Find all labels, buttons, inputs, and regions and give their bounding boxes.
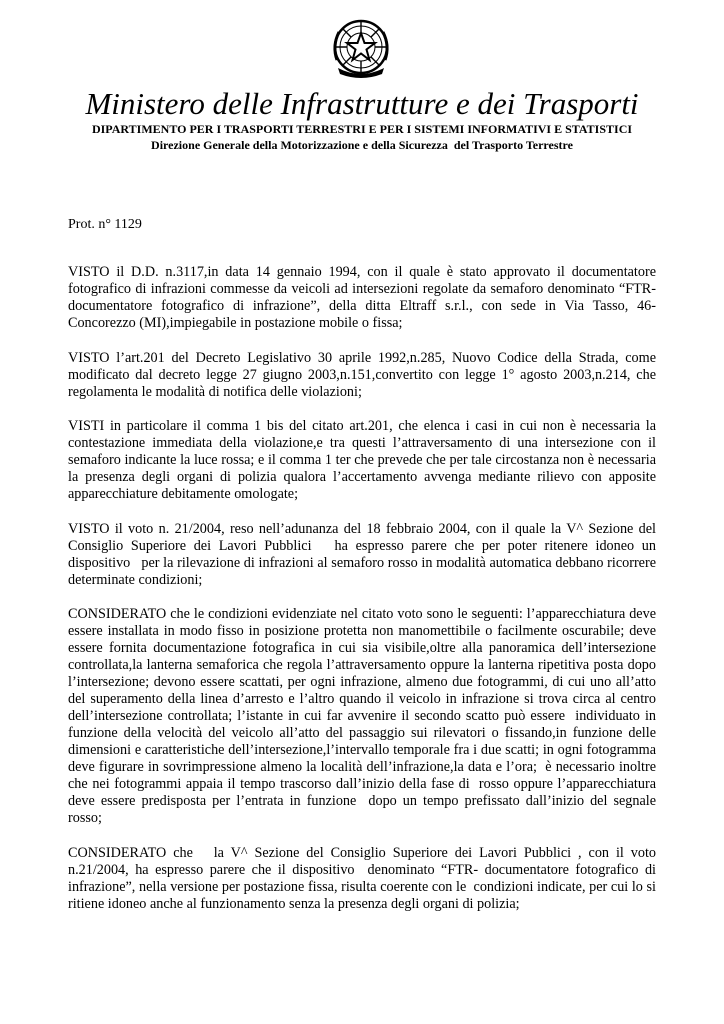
- ministry-title: Ministero delle Infrastrutture e dei Trasporti: [85, 86, 639, 121]
- direction-heading: Direzione Generale della Motorizzazione e della Sicurezza del Trasporto Terrestre: [151, 138, 573, 152]
- paragraph-visto-voto: VISTO il voto n. 21/2004, reso nell’adunanza del 18 febbraio 2004, con il quale la V^ Sezione del Consiglio Superiore dei Lavori Pubblici ha espresso parere che per poter ritenere idoneo un dispositivo per la rilevazione di infrazioni al semaforo rosso in modalità automatica debbano ricorrere determinate condizioni;: [68, 520, 660, 588]
- protocol-number: Prot. n° 1129: [68, 217, 142, 232]
- document-body: [68, 264, 660, 930]
- paragraph-considerato-condizioni: CONSIDERATO che le condizioni evidenziate nel citato voto sono le seguenti: l’apparecchiatura deve essere installata in modo fisso in posizione protetta non manomettibile o facilmente oscurabile; deve essere fornita documentazione fotografica in cui sia visibile,oltre alla panoramica dell’intersezione controllata,la lanterna semaforica che regola l’attraversamento oppure la lanterna ripetitiva posta dopo l’intersezione; devono essere scattati, per ogni infrazione, almeno due fotogrammi, di cui uno all’atto del superamento della linea d’arresto e l’altro quando il veicolo in infrazione si trova circa al centro dell’intersezione controllata; l’istante in cui far avvenire il secondo scatto può essere individuato in funzione della velocità del veicolo all’atto del passaggio sui rilevatori o fissando,in funzione delle dimensioni e caratteristiche dell’intersezione,l’intervallo temporale fra i due scatti; in ogni fotogramma deve figurare in sovrimpressione almeno la località dell’infrazione,la data e l’ora; è necessario inoltre che nei fotogrammi appaia il tempo trascorso dall’inizio della fase di rosso oppure l’apparecchiatura deve essere predisposta per l’entrata in funzione dopo un tempo prefissato dall’inizio del segnale rosso;: [68, 606, 660, 826]
- paragraph-considerato-parere: CONSIDERATO che la V^ Sezione del Consiglio Superiore dei Lavori Pubblici , con il voto n.21/2004, ha espresso parere che il dispositivo denominato “FTR- documentatore fotografico di infrazione”, nella versione per postazione fissa, risulta coerente con le condizioni indicate, per cui lo si ritiene idoneo anche al funzionamento senza la presenza degli organi di polizia;: [68, 844, 660, 912]
- paragraph-visti-comma: VISTI in particolare il comma 1 bis del citato art.201, che elenca i casi in cui non è necessaria la contestazione immediata della violazione,e tra questi l’attraversamento di una intersezione con il semaforo indicante la luce rossa; e il comma 1 ter che prevede che per tale circostanza non è necessaria la presenza degli organi di polizia qualora l’accertamento avvenga mediante rilievo con apposite apparecchiature debitamente omologate;: [68, 418, 660, 502]
- paragraph-visto-art201: VISTO l’art.201 del Decreto Legislativo 30 aprile 1992,n.285, Nuovo Codice della Strada, come modificato dal decreto legge 27 giugno 2003,n.151,convertito con legge 1° agosto 2003,n.214, che regolamenta le modalità di notifica delle violazioni;: [68, 349, 660, 400]
- italian-republic-emblem-icon: [328, 16, 394, 82]
- paragraph-visto-dd: VISTO il D.D. n.3117,in data 14 gennaio 1994, con il quale è stato approvato il documentatore fotografico di infrazioni commesse da veicoli ad intersezioni regolate da semaforo denominato “FTR- documentatore fotografico di infrazione”, della ditta Eltraff s.r.l., con sede in Via Tasso, 46- Concorezzo (MI),impiegabile in postazione mobile o fissa;: [68, 264, 660, 331]
- department-heading: DIPARTIMENTO PER I TRASPORTI TERRESTRI E PER I SISTEMI INFORMATIVI E STATISTICI: [91, 122, 633, 136]
